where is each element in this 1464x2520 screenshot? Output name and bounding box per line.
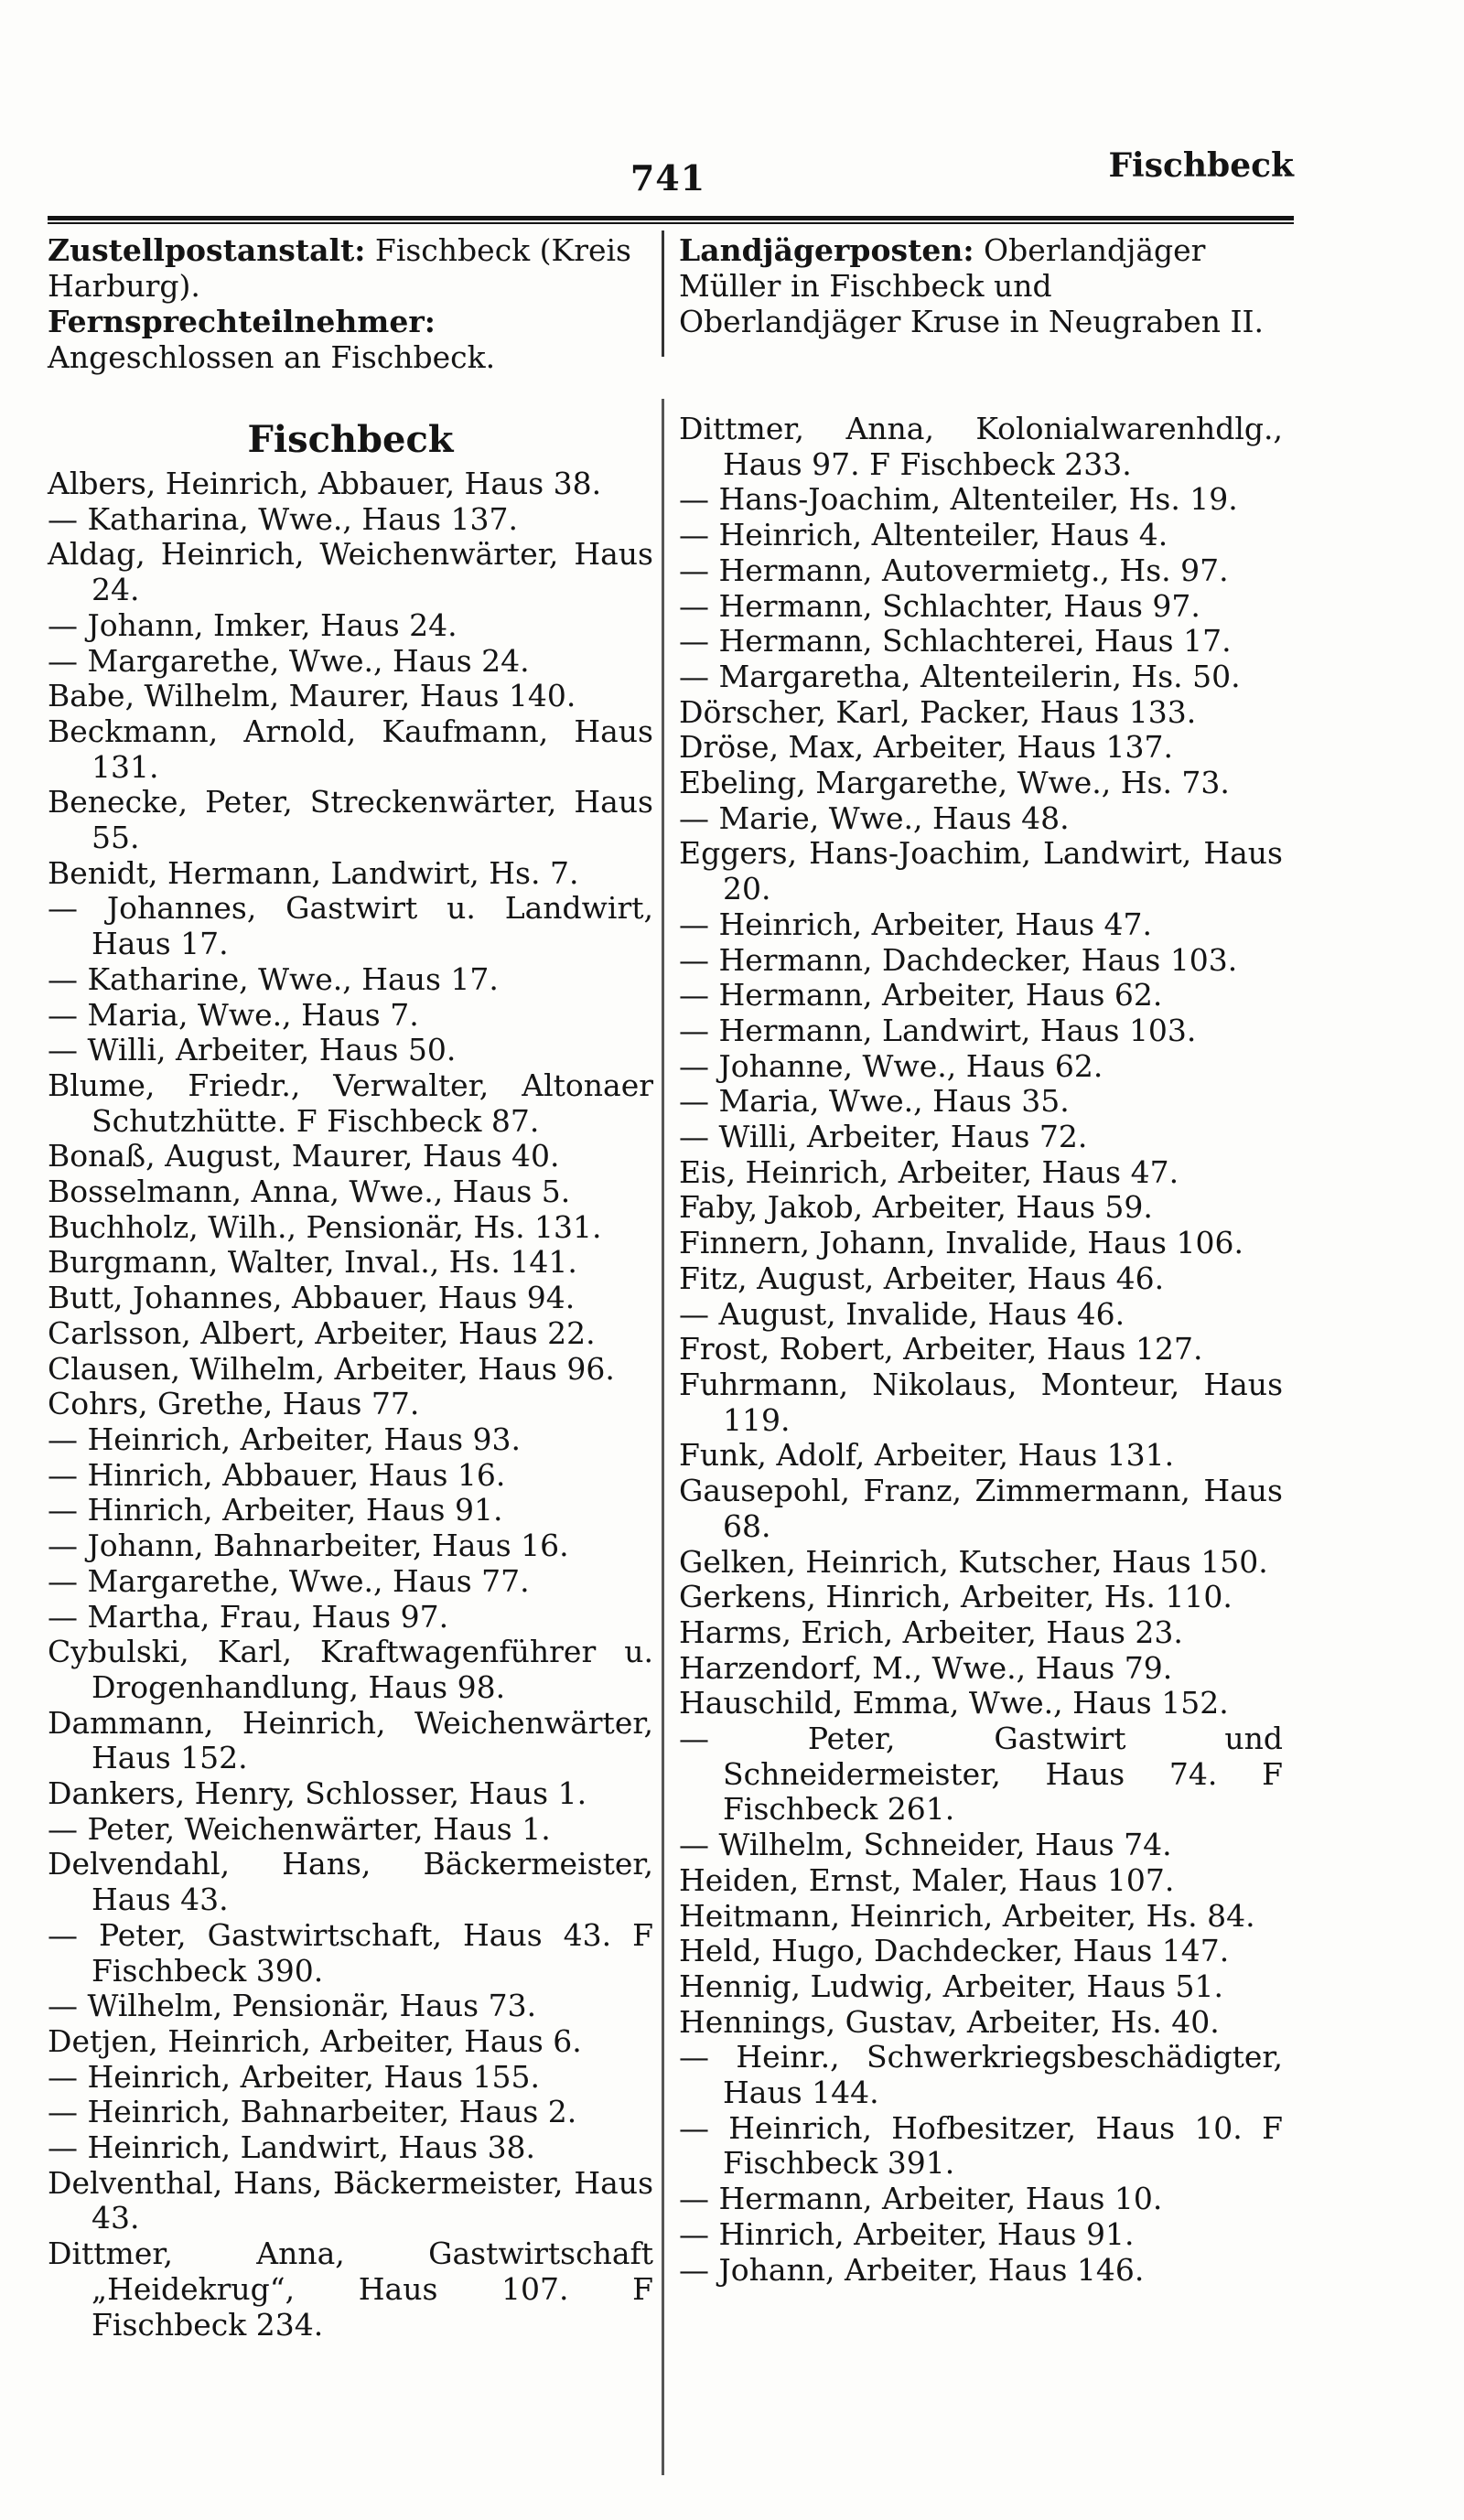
directory-entry: — Hinrich, Arbeiter, Haus 91. bbox=[679, 2215, 1135, 2252]
directory-entry: Gausepohl, Franz, Zimmermann, Haus 68. bbox=[679, 1473, 1283, 1544]
directory-entry: — Peter, Gastwirtschaft, Haus 43. F Fischbeck 390. bbox=[48, 1916, 653, 1989]
directory-entry: Detjen, Heinrich, Arbeiter, Haus 6. bbox=[48, 2022, 582, 2059]
intro-text: Oberlandjäger Müller in Fischbeck und Oberlandjäger Kruse in Neugraben II. bbox=[679, 232, 1265, 339]
directory-entry: Delvendahl, Hans, Bäckermeister, Haus 43. bbox=[48, 1846, 653, 1918]
left-column bbox=[48, 418, 653, 2343]
directory-entry: — Heinrich, Arbeiter, Haus 93. bbox=[48, 1421, 521, 1457]
intro-entry bbox=[679, 232, 1283, 339]
directory-entry: — Heinrich, Arbeiter, Haus 155. bbox=[48, 2058, 540, 2095]
directory-entry: Harzendorf, M., Wwe., Haus 79. bbox=[679, 1649, 1173, 1686]
directory-entry: Dröse, Max, Arbeiter, Haus 137. bbox=[679, 729, 1173, 766]
directory-entry: Eis, Heinrich, Arbeiter, Haus 47. bbox=[679, 1153, 1179, 1190]
right-column bbox=[679, 412, 1283, 2288]
directory-entry: Benidt, Hermann, Landwirt, Hs. 7. bbox=[48, 854, 579, 891]
left-entry-list bbox=[48, 466, 653, 2343]
directory-entry: Held, Hugo, Dachdecker, Haus 147. bbox=[679, 1933, 1230, 1969]
directory-entry: — Katharina, Wwe., Haus 137. bbox=[48, 500, 519, 537]
directory-entry: Finnern, Johann, Invalide, Haus 106. bbox=[679, 1225, 1243, 1261]
header-column-divider bbox=[662, 231, 664, 357]
intro-text: Angeschlossen an Fischbeck. bbox=[48, 339, 496, 375]
intro-right bbox=[679, 232, 1283, 339]
header-rule-thin bbox=[48, 222, 1294, 224]
directory-entry: — Heinr., Schwerkriegsbeschädigter, Haus 144. bbox=[679, 2039, 1283, 2111]
directory-entry: Carlsson, Albert, Arbeiter, Haus 22. bbox=[48, 1314, 596, 1351]
directory-entry: Burgmann, Walter, Inval., Hs. 141. bbox=[48, 1244, 577, 1281]
running-head: Fischbeck bbox=[1108, 146, 1294, 185]
right-entry-list bbox=[679, 412, 1283, 2288]
intro-label: Landjägerposten: bbox=[679, 232, 974, 268]
directory-entry: — Hinrich, Arbeiter, Haus 91. bbox=[48, 1492, 503, 1528]
directory-entry: — Hermann, Schlachter, Haus 97. bbox=[679, 587, 1200, 624]
intro-label: Fernsprechteilnehmer: bbox=[48, 304, 436, 339]
directory-entry: Dittmer, Anna, Kolonialwarenhdlg., Haus 97. F Fischbeck 233. bbox=[679, 411, 1283, 482]
directory-entry: Hennig, Ludwig, Arbeiter, Haus 51. bbox=[679, 1968, 1224, 2004]
directory-entry: — Katharine, Wwe., Haus 17. bbox=[48, 960, 499, 997]
directory-entry: Fuhrmann, Nikolaus, Monteur, Haus 119. bbox=[679, 1366, 1283, 1438]
directory-entry: — Hans-Joachim, Altenteiler, Hs. 19. bbox=[679, 481, 1238, 518]
directory-entry: — Johanne, Wwe., Haus 62. bbox=[679, 1047, 1103, 1084]
directory-entry: — Johann, Arbeiter, Haus 146. bbox=[679, 2251, 1145, 2288]
directory-entry: Dammann, Heinrich, Weichenwärter, Haus 152. bbox=[48, 1704, 653, 1776]
directory-entry: Beckmann, Arnold, Kaufmann, Haus 131. bbox=[48, 713, 653, 785]
intro-left bbox=[48, 232, 653, 375]
directory-entry: Cybulski, Karl, Kraftwagenführer u. Drogenhandlung, Haus 98. bbox=[48, 1634, 653, 1705]
intro-entry bbox=[48, 232, 653, 304]
column-divider bbox=[662, 399, 664, 2475]
directory-entry: — August, Invalide, Haus 46. bbox=[679, 1295, 1125, 1332]
directory-entry: Buchholz, Wilh., Pensionär, Hs. 131. bbox=[48, 1208, 602, 1245]
directory-entry: Funk, Adolf, Arbeiter, Haus 131. bbox=[679, 1437, 1175, 1474]
directory-entry: Clausen, Wilhelm, Arbeiter, Haus 96. bbox=[48, 1350, 615, 1387]
directory-entry: Eggers, Hans-Joachim, Landwirt, Haus 20. bbox=[679, 835, 1283, 907]
directory-entry: — Margarethe, Wwe., Haus 24. bbox=[48, 642, 530, 679]
directory-entry: — Heinrich, Landwirt, Haus 38. bbox=[48, 2129, 536, 2166]
directory-entry: Cohrs, Grethe, Haus 77. bbox=[48, 1386, 420, 1422]
directory-entry: Benecke, Peter, Streckenwärter, Haus 55. bbox=[48, 784, 653, 856]
directory-entry: Dankers, Henry, Schlosser, Haus 1. bbox=[48, 1775, 587, 1812]
directory-entry: — Johannes, Gastwirt u. Landwirt, Haus 17. bbox=[48, 890, 653, 962]
directory-entry: — Peter, Weichenwärter, Haus 1. bbox=[48, 1810, 551, 1847]
intro-entry bbox=[48, 304, 653, 375]
directory-entry: — Hermann, Dachdecker, Haus 103. bbox=[679, 941, 1238, 978]
directory-entry: Gerkens, Hinrich, Arbeiter, Hs. 110. bbox=[679, 1579, 1233, 1615]
directory-entry: — Wilhelm, Pensionär, Haus 73. bbox=[48, 1988, 537, 2024]
directory-entry: — Johann, Imker, Haus 24. bbox=[48, 606, 458, 643]
directory-entry: Heitmann, Heinrich, Arbeiter, Hs. 84. bbox=[679, 1897, 1255, 1934]
directory-entry: — Martha, Frau, Haus 97. bbox=[48, 1598, 449, 1635]
directory-entry: Butt, Johannes, Abbauer, Haus 94. bbox=[48, 1280, 576, 1316]
directory-entry: Fitz, August, Arbeiter, Haus 46. bbox=[679, 1260, 1165, 1296]
directory-entry: Delventhal, Hans, Bäckermeister, Haus 43. bbox=[48, 2164, 653, 2236]
directory-entry: — Heinrich, Altenteiler, Haus 4. bbox=[679, 517, 1168, 553]
directory-entry: Albers, Heinrich, Abbauer, Haus 38. bbox=[48, 466, 602, 501]
directory-entry: Hennings, Gustav, Arbeiter, Hs. 40. bbox=[679, 2003, 1220, 2040]
directory-entry: — Hermann, Schlachterei, Haus 17. bbox=[679, 623, 1232, 659]
directory-entry: — Peter, Gastwirt und Schneidermeister, Haus 74. F Fischbeck 261. bbox=[679, 1721, 1283, 1828]
directory-entry: — Willi, Arbeiter, Haus 50. bbox=[48, 1032, 457, 1068]
directory-entry: Bonaß, August, Maurer, Haus 40. bbox=[48, 1138, 560, 1174]
directory-entry: Hauschild, Emma, Wwe., Haus 152. bbox=[679, 1685, 1229, 1721]
directory-entry: Bosselmann, Anna, Wwe., Haus 5. bbox=[48, 1174, 571, 1210]
directory-entry: — Maria, Wwe., Haus 35. bbox=[679, 1083, 1070, 1120]
directory-entry: — Johann, Bahnarbeiter, Haus 16. bbox=[48, 1528, 569, 1564]
directory-entry: — Hinrich, Abbauer, Haus 16. bbox=[48, 1456, 506, 1493]
directory-entry: — Wilhelm, Schneider, Haus 74. bbox=[679, 1827, 1172, 1863]
directory-entry: — Hermann, Arbeiter, Haus 10. bbox=[679, 2181, 1163, 2217]
directory-entry: Harms, Erich, Arbeiter, Haus 23. bbox=[679, 1614, 1183, 1650]
directory-entry: — Maria, Wwe., Haus 7. bbox=[48, 996, 419, 1033]
directory-entry: — Heinrich, Hofbesitzer, Haus 10. F Fischbeck 391. bbox=[679, 2109, 1283, 2182]
directory-entry: Frost, Robert, Arbeiter, Haus 127. bbox=[679, 1331, 1203, 1367]
directory-entry: Aldag, Heinrich, Weichenwärter, Haus 24. bbox=[48, 536, 653, 608]
intro-label: Zustellpostanstalt: bbox=[48, 232, 366, 268]
directory-entry: — Hermann, Arbeiter, Haus 62. bbox=[679, 977, 1163, 1013]
header-rule bbox=[48, 216, 1294, 220]
directory-entry: — Margaretha, Altenteilerin, Hs. 50. bbox=[679, 658, 1241, 694]
directory-entry: Dittmer, Anna, Gastwirtschaft „Heidekrug“, Haus 107. F Fischbeck 234. bbox=[48, 2236, 653, 2343]
directory-entry: Babe, Wilhelm, Maurer, Haus 140. bbox=[48, 678, 576, 714]
directory-entry: Faby, Jakob, Arbeiter, Haus 59. bbox=[679, 1189, 1153, 1226]
directory-entry: — Hermann, Autovermietg., Hs. 97. bbox=[679, 552, 1229, 588]
directory-entry: — Margarethe, Wwe., Haus 77. bbox=[48, 1562, 530, 1599]
section-title: Fischbeck bbox=[247, 418, 454, 461]
directory-entry: Ebeling, Margarethe, Wwe., Hs. 73. bbox=[679, 765, 1230, 801]
directory-entry: Gelken, Heinrich, Kutscher, Haus 150. bbox=[679, 1543, 1268, 1580]
directory-entry: — Hermann, Landwirt, Haus 103. bbox=[679, 1012, 1197, 1048]
directory-entry: — Marie, Wwe., Haus 48. bbox=[679, 799, 1070, 836]
directory-entry: Heiden, Ernst, Maler, Haus 107. bbox=[679, 1861, 1175, 1898]
directory-entry: — Heinrich, Bahnarbeiter, Haus 2. bbox=[48, 2094, 577, 2130]
directory-entry: Blume, Friedr., Verwalter, Altonaer Schutzhütte. F Fischbeck 87. bbox=[48, 1067, 653, 1139]
intro-text: Fischbeck (Kreis Harburg). bbox=[48, 232, 631, 304]
directory-entry: — Willi, Arbeiter, Haus 72. bbox=[679, 1119, 1088, 1155]
page-number: 741 bbox=[630, 157, 706, 198]
directory-entry: Dörscher, Karl, Packer, Haus 133. bbox=[679, 693, 1197, 730]
directory-entry: — Heinrich, Arbeiter, Haus 47. bbox=[679, 906, 1152, 942]
